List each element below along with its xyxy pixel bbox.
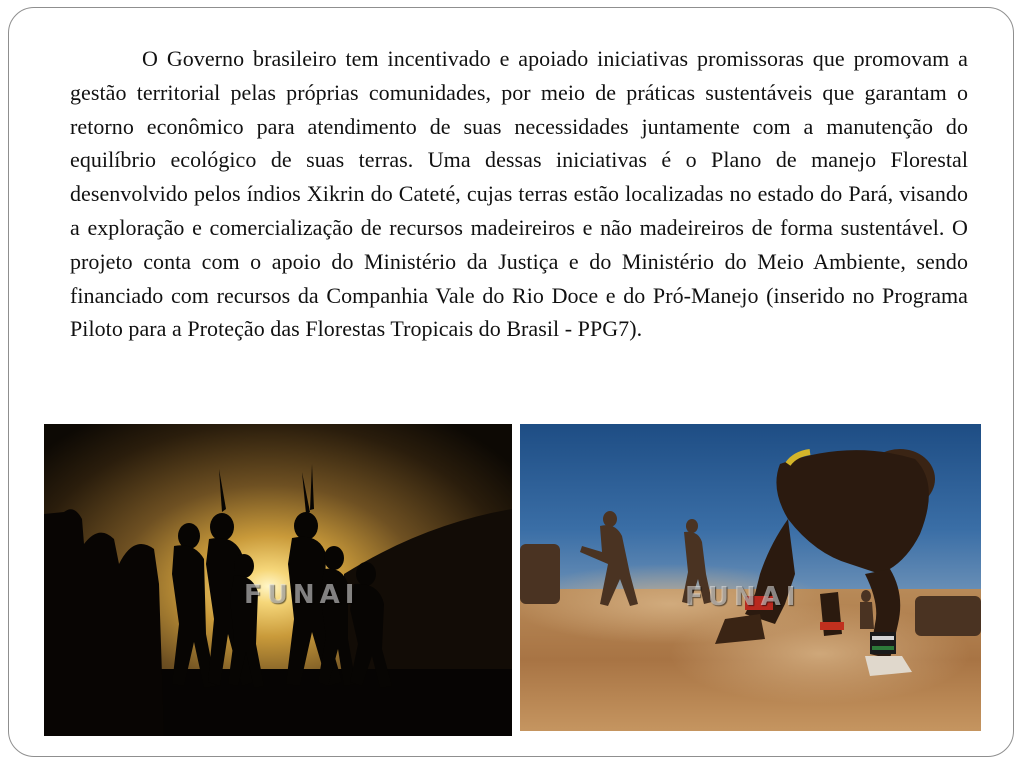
funai-watermark: FUNAI — [244, 580, 360, 610]
photo-sand-dancer — [520, 424, 981, 731]
slide-paragraph: O Governo brasileiro tem incentivado e apoiado iniciativas promissoras que promovam a gestão territorial pelas próprias comunidades, por meio de práticas sustentáveis que garantam o retorno econômico para atendimento de suas necessidades juntamente com a manutenção do equilíbrio ecológico de suas terras. Uma dessas iniciativas é o Plano de manejo Florestal desenvolvido pelos índios Xikrin do Cateté, cujas terras estão localizadas no estado do Pará, visando a exploração e comercialização de recursos madeireiros e não madeireiros de forma sustentável. O projeto conta com o apoio do Ministério da Justiça e do Ministério do Meio Ambiente, sendo financiado com recursos da Companhia Vale do Rio Doce e do Pró-Manejo (inserido no Programa Piloto para a Proteção das Florestas Tropicais do Brasil - PPG7). — [70, 46, 968, 342]
sand-dancer-image — [520, 424, 981, 731]
funai-watermark: FUNAI — [685, 582, 801, 612]
photo-sunset-silhouettes — [44, 424, 512, 736]
